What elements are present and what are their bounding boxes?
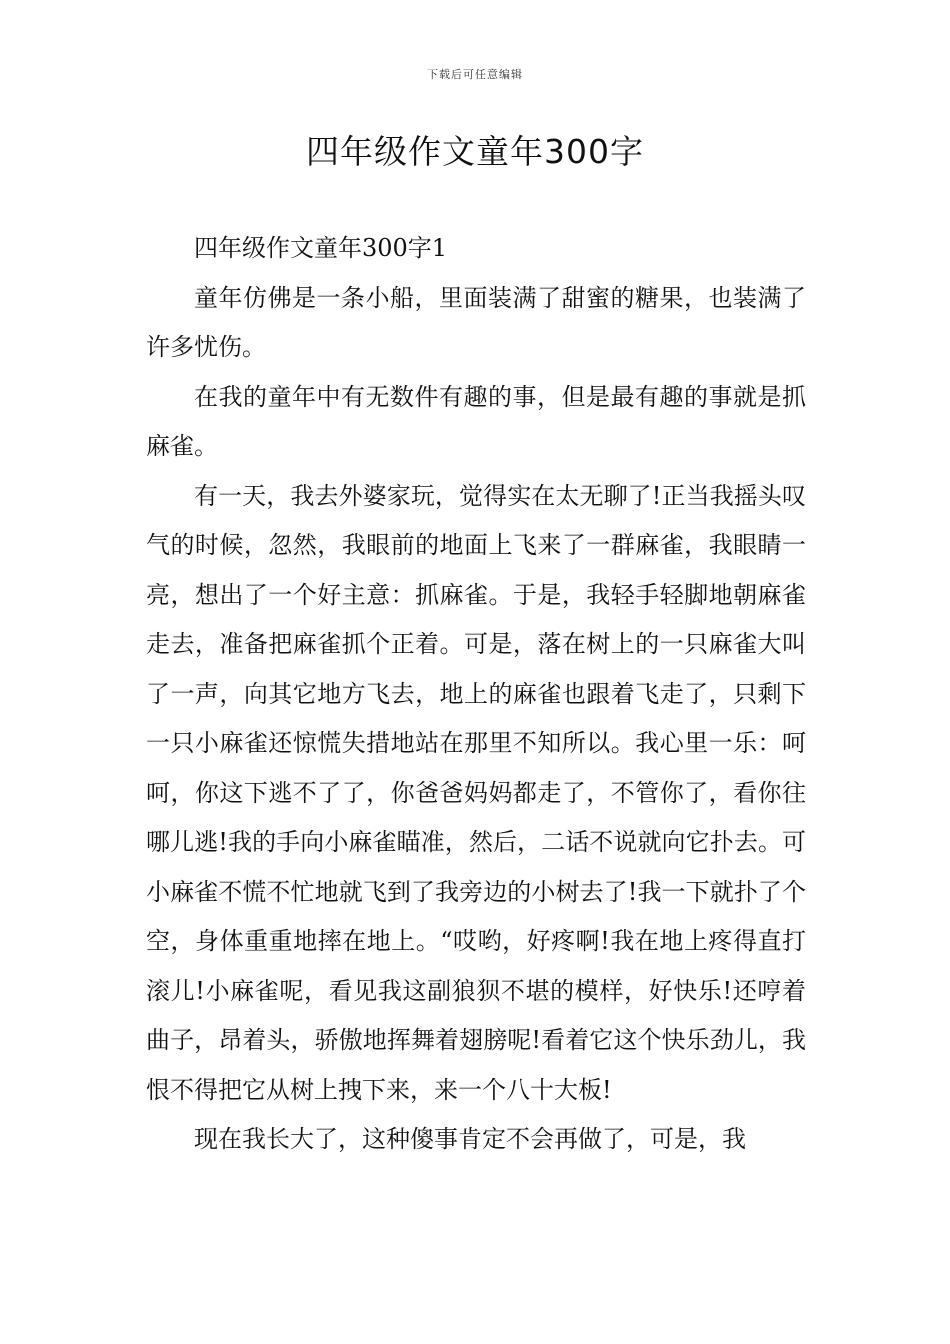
paragraph: 有一天，我去外婆家玩，觉得实在太无聊了!正当我摇头叹气的时候，忽然，我眼前的地面上飞来了一群麻雀，我眼睛一亮，想出了一个好主意：抓麻雀。于是，我轻手轻脚地朝麻雀走去，准备把麻雀抓个正着。可是，落在树上的一只麻雀大叫了一声，向其它地方飞去，地上的麻雀也跟着飞走了，只剩下一只小麻雀还惊慌失措地站在那里不知所以。我心里一乐：呵呵，你这下逃不了了，你爸爸妈妈都走了，不管你了，看你往哪儿逃!我的手向小麻雀瞄准，然后，二话不说就向它扑去。可小麻雀不慌不忙地就飞到了我旁边的小树去了!我一下就扑了个空，身体重重地摔在地上。“哎哟，好疼啊!我在地上疼得直打滚儿!小麻雀呢，看见我这副狼狈不堪的模样，好快乐!还哼着曲子，昂着头，骄傲地挥舞着翅膀呢!看着它这个快乐劲儿，我恨不得把它从树上拽下来，来一个八十大板! (146, 481, 806, 1104)
paragraph: 现在我长大了，这种傻事肯定不会再做了，可是，我 (194, 1125, 746, 1153)
document-title: 四年级作文童年300字 (306, 132, 644, 171)
header-note: 下载后可任意编辑 (427, 68, 523, 81)
paragraph: 在我的童年中有无数件有趣的事，但是最有趣的事就是抓麻雀。 (146, 382, 806, 460)
paragraph-subtitle: 四年级作文童年300字1 (194, 234, 448, 262)
paragraph: 童年仿佛是一条小船，里面装满了甜蜜的糖果，也装满了许多忧伤。 (146, 283, 806, 361)
document-body (146, 224, 806, 1165)
